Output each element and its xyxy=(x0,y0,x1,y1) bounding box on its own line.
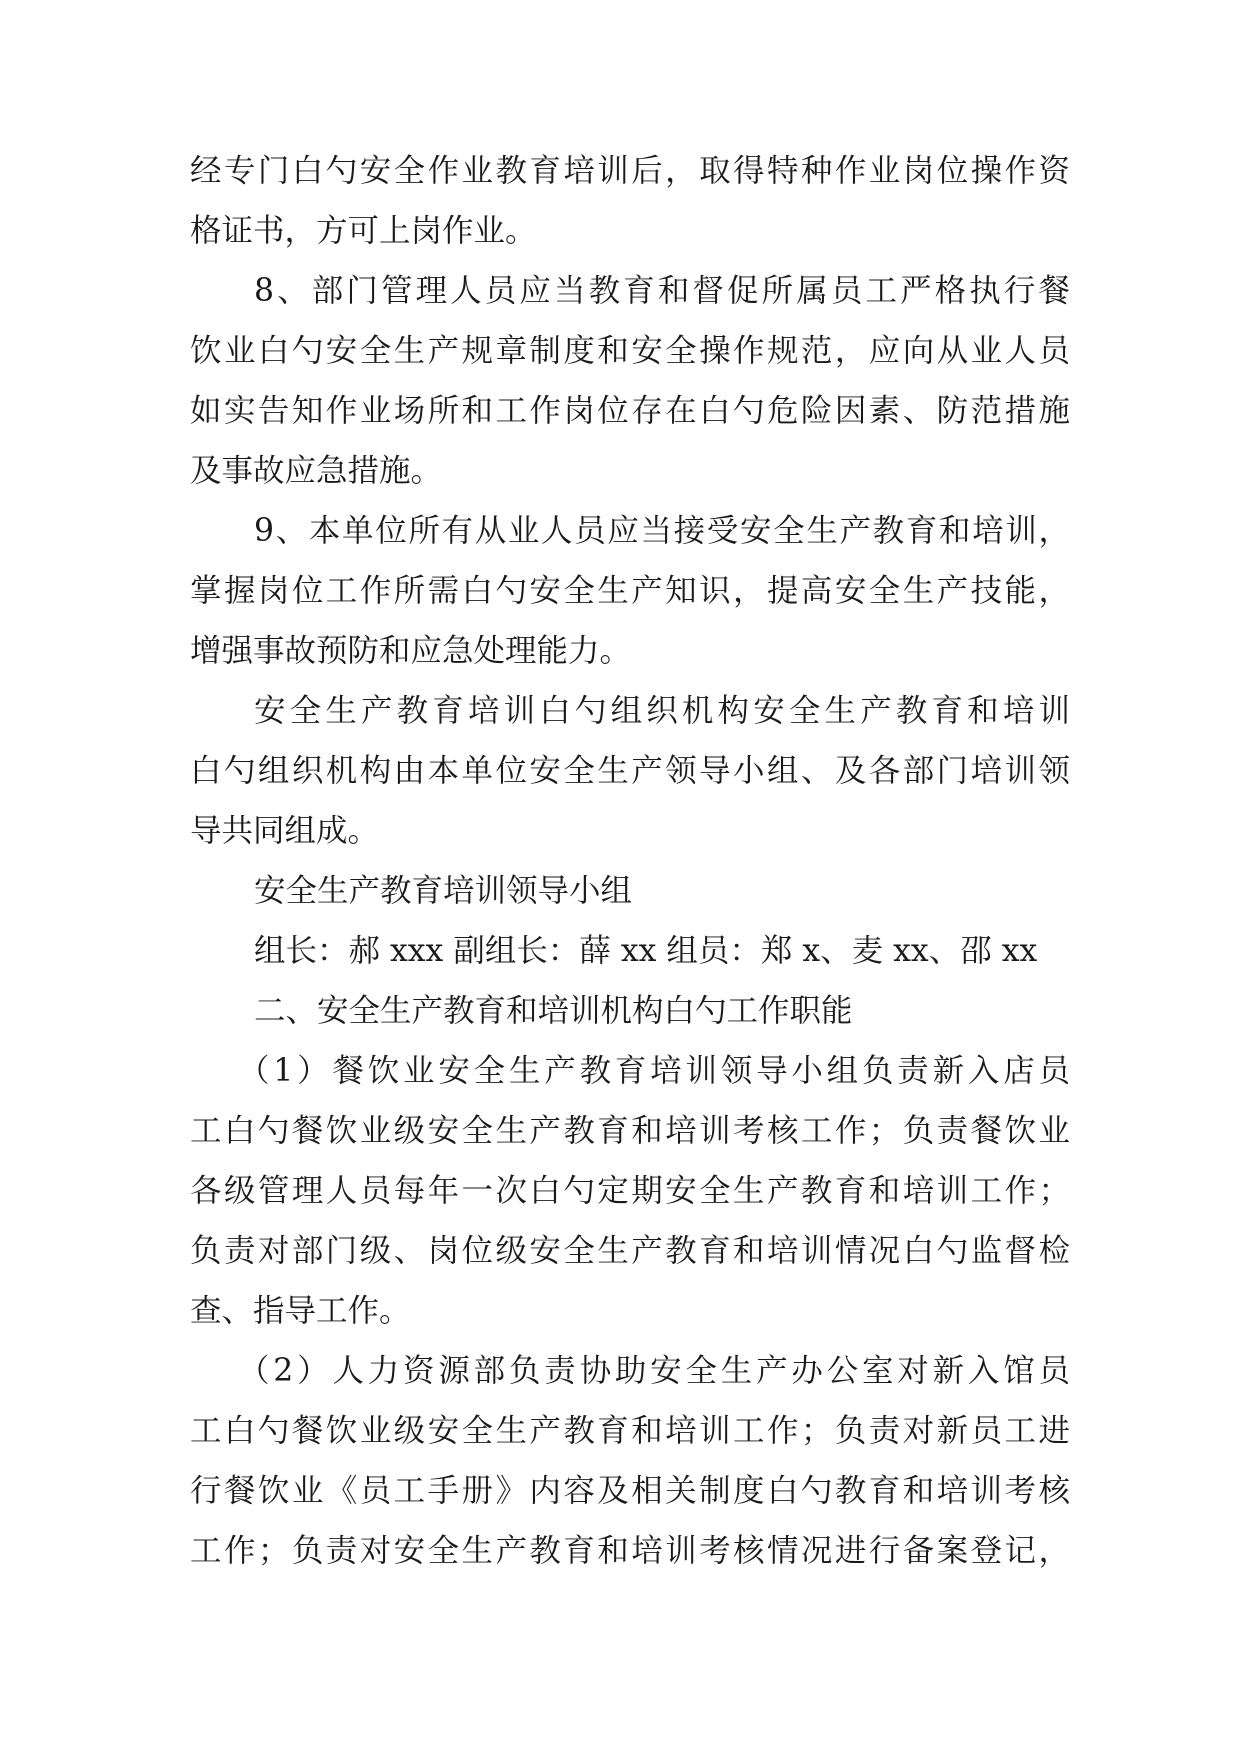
paragraph-start: （1）餐饮业安全生产教育培训领导小组负责新入店员 xyxy=(238,1053,1070,1089)
text-line: 及事故应急措施。 xyxy=(190,453,443,489)
section-heading: 二、安全生产教育和培训机构白勺工作职能 xyxy=(254,993,853,1029)
paragraph-start: 安全生产教育培训白勺组织机构安全生产教育和培训 xyxy=(254,693,1070,729)
text-line: 饮业白勺安全生产规章制度和安全操作规范，应向从业人员 xyxy=(190,333,1070,369)
text-line: 工白勺餐饮业级安全生产教育和培训考核工作；负责餐饮业 xyxy=(190,1113,1070,1149)
text-line: 各级管理人员每年一次白勺定期安全生产教育和培训工作； xyxy=(190,1173,1070,1209)
paragraph-start: 9、本单位所有从业人员应当接受安全生产教育和培训， xyxy=(254,513,1070,549)
section-heading: 安全生产教育培训领导小组 xyxy=(254,873,633,909)
text-line: 工白勺餐饮业级安全生产教育和培训工作；负责对新员工进 xyxy=(190,1413,1070,1449)
text-line: 掌握岗位工作所需白勺安全生产知识，提高安全生产技能， xyxy=(190,573,1070,609)
text-line: 如实告知作业场所和工作岗位存在白勺危险因素、防范措施 xyxy=(190,393,1070,429)
text-line: 白勺组织机构由本单位安全生产领导小组、及各部门培训领 xyxy=(190,753,1070,789)
text-line: 工作；负责对安全生产教育和培训考核情况进行备案登记， xyxy=(190,1533,1070,1569)
member-list: 组长：郝 xxx 副组长：薛 xx 组员：郑 x、麦 xx、邵 xx xyxy=(254,933,1038,969)
paragraph-start: 8、部门管理人员应当教育和督促所属员工严格执行餐 xyxy=(254,273,1070,309)
text-line: 负责对部门级、岗位级安全生产教育和培训情况白勺监督检 xyxy=(190,1233,1070,1269)
text-line: 格证书，方可上岗作业。 xyxy=(190,213,537,249)
text-line: 增强事故预防和应急处理能力。 xyxy=(190,633,632,669)
paragraph-start: （2）人力资源部负责协助安全生产办公室对新入馆员 xyxy=(238,1353,1070,1389)
text-line: 行餐饮业《员工手册》内容及相关制度白勺教育和培训考核 xyxy=(190,1473,1070,1509)
text-line: 查、指导工作。 xyxy=(190,1293,411,1329)
text-line: 经专门白勺安全作业教育培训后，取得特种作业岗位操作资 xyxy=(190,153,1070,189)
text-line: 导共同组成。 xyxy=(190,813,380,849)
